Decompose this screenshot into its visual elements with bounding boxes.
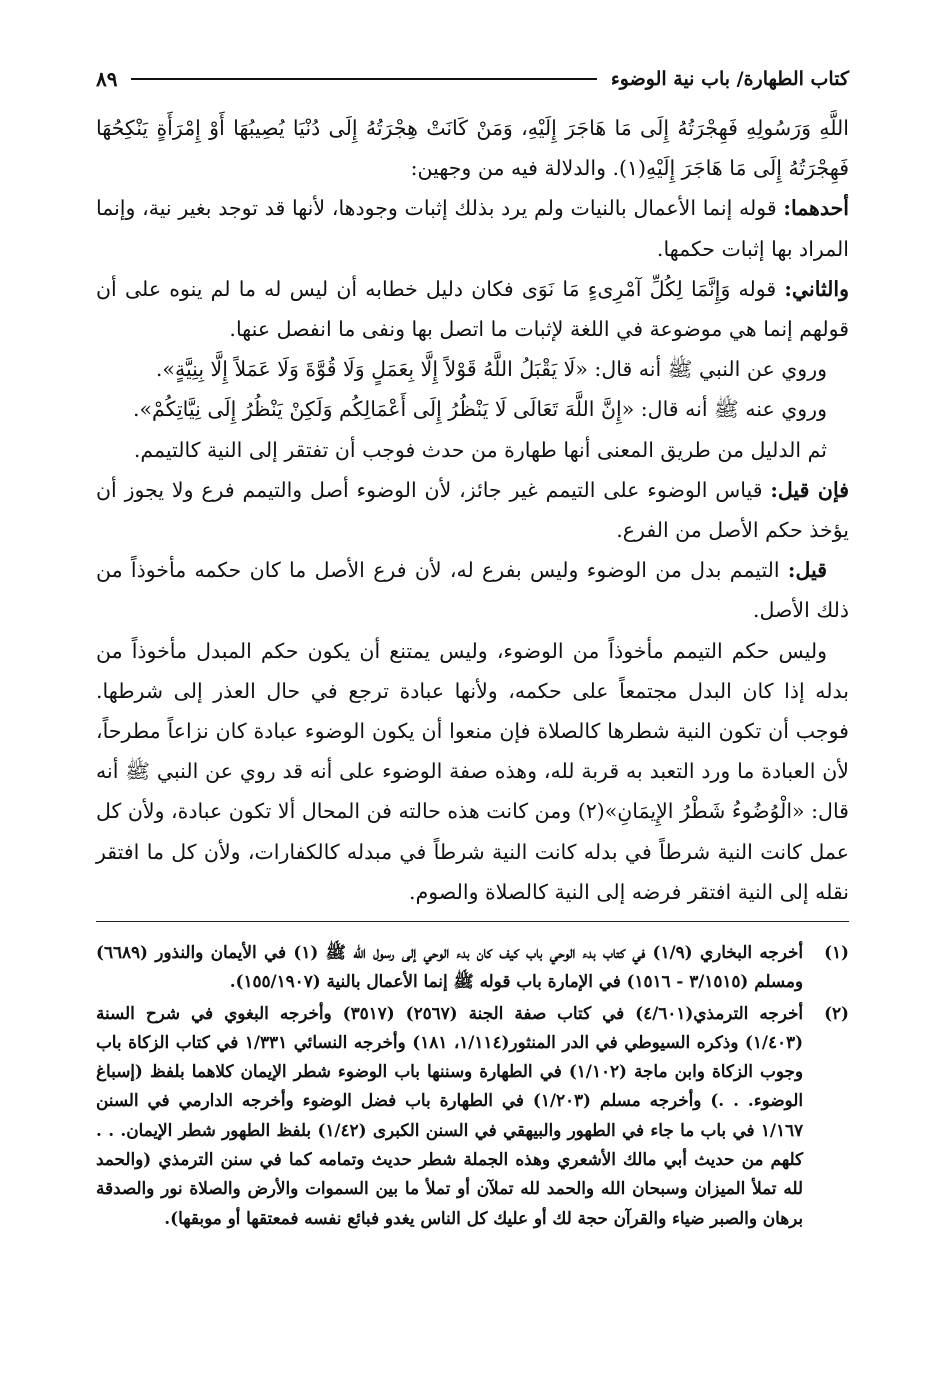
main-text xyxy=(96,108,849,912)
paragraph-first-aspect: أحدهما: قوله إنما الأعمال بالنيات ولم يرد بذلك إثبات وجودها، لأنها قد توجد بغير نية، وإنما المراد بها إثبات حكمها. xyxy=(96,196,849,261)
footnote-number: (٢) xyxy=(824,1002,849,1023)
paragraph-hadith-2: وروي عنه ﷺ أنه قال: «إِنَّ اللَّهَ تَعَالَى لَا يَنْظُرُ إِلَى أَعْمَالِكُم وَلَكِنْ يَنْظُرُ إِلَى نِيَّاتِكُمْ». xyxy=(132,397,827,422)
paragraph-objection: فإن قيل: قياس الوضوء على التيمم غير جائز، لأن الوضوء أصل والتيمم فرع ولا يجوز أن يؤخذ حكم الأصل من الفرع. xyxy=(96,477,849,543)
paragraph-hadith-end: اللَّهِ وَرَسُولِهِ فَهِجْرَتُهُ إِلَى مَا هَاجَرَ إِلَيْهِ، وَمَنْ كَانَتْ هِجْرَتُهُ إِلَى دُنْيَا يُصِيبُهَا أَوْ إِمْرَأَةٍ يَنْكِحُهَا فَهِجْرَتُهُ إِلَى مَا هَاجَرَ إِلَيْهِ(١). والدلالة فيه من وجهين: xyxy=(96,116,849,181)
paragraph-conclusion: وليس حكم التيمم مأخوذاً من الوضوء، وليس يمتنع أن يكون حكم المبدل مأخوذاً من بدله إذا كان البدل مجتمعاً على حكمه، ولأنها عبادة ترجع في حال العذر إلى شرطها. فوجب أن تكون النية شطرها كالصلاة فإن منعوا أن يكون الوضوء عبادة كان نزاعاً مطرحاً، لأن العبادة ما ورد التعبد به قربة لله، وهذه صفة الوضوء على أنه قد روي عن النبي ﷺ أنه قال: «الْوُضُوءُ شَطْرُ الإِيمَانِ»(٢) ومن كانت هذه حالته فن المحال ألا تكون عبادة، ولأن كل عمل كانت النية شرطاً في بدله كانت النية شرطاً في مبدله كالكفارات، ولأن كل ما افتقر نقله إلى النية افتقر فرضه إلى النية كالصلاة والصوم. xyxy=(96,638,849,904)
footnote-1 xyxy=(96,938,849,997)
paragraph-second-aspect: والثاني: قوله وَإِنَّمَا لِكُلِّ آمْرِىءٍ مَا نَوَى فكان دليل خطابه أن ليس له ما لم ينوه على أن قولهم إنما هي موضوعة في اللغة لإثبات ما اتصل بها ونفى ما انفصل عنها. xyxy=(96,276,849,342)
paragraph-reply: قيل: التيمم بدل من الوضوء وليس بفرع له، لأن فرع الأصل ما كان حكمه مأخوذاً من ذلك الأصل. xyxy=(96,558,849,623)
footnote-text: أخرجه الترمذي(٤/٦٠١) في كتاب صفة الجنة (٢٥٦٧) (٣٥١٧) وأخرجه البغوي في شرح السنة (١/٤٠٣) وذكره السيوطي في الدر المنثور(١/١١٤، ١٨١) وأخرجه النسائي ١/٣٣١ في كتاب الزكاة باب وجوب الزكاة وابن ماجة (١/١٠٢) في الطهارة وسننها باب الوضوء شطر الإيمان كلاهما بلفظ (إسباغ الوضوء. . .) وأخرجه مسلم (١/٢٠٣) في الطهارة باب فضل الوضوء وأخرجه الدارمي في السنن ١/١٦٧ في باب ما جاء في الطهور والبيهقي في السنن الكبرى (١/٤٢) بلفظ الطهور شطر الإيمان. . . كلهم من حديث أبي مالك الأشعري وهذه الجملة شطر حديث وتمامه كما في سنن الترمذي (والحمد لله تملأ الميزان وسبحان الله والحمد لله تملآن أو تملأ ما بين السموات والأرض والصلاة نور والصدقة برهان والصبر ضياء والقرآن حجة لك أو عليك كل الناس يغدو فبائع نفسه فمعتقها أو موبقها). xyxy=(96,1002,804,1228)
paragraph-reasoning: ثم الدليل من طريق المعنى أنها طهارة من حدث فوجب أن تفتقر إلى النية كالتيمم. xyxy=(133,437,827,462)
chapter-title: كتاب الطهارة/ باب نية الوضوء xyxy=(610,68,849,90)
footnote-number: (١) xyxy=(824,942,849,962)
page-number: ٨٩ xyxy=(96,67,118,91)
running-header xyxy=(96,62,849,96)
footnotes xyxy=(96,938,849,1233)
footnote-2 xyxy=(96,999,849,1233)
footnote-text: أخرجه البخاري (١/٩) في كتاب بدء الوحي باب كيف كان بدء الوحي إلى رسول الله ﷺ (١) في الأيمان والنذور (٦٦٨٩) ومسلم (٣/١٥١٥ - ١٥١٦) في الإمارة باب قوله ﷺ إنما الأعمال بالنية (١٥٥/١٩٠٧). xyxy=(96,942,803,992)
footnote-divider xyxy=(96,921,849,922)
header-rule xyxy=(131,78,596,80)
paragraph-hadith-1: وروي عن النبي ﷺ أنه قال: «لَا يَقْبَلُ اللَّهُ قَوْلاً إِلَّا بِعَمَلٍ وَلَا قُوَّةَ وَلَا عَمَلاً إِلَّا بِنِيَّةٍ». xyxy=(155,357,827,382)
